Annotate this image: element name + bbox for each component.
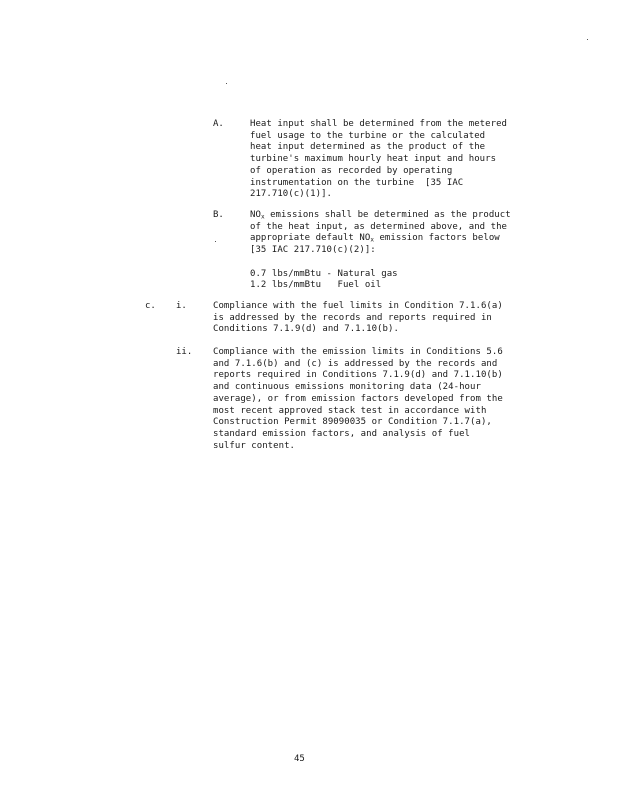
text-line: 217.710(c)(1)]. <box>250 189 333 200</box>
text-line: and 7.1.6(b) and (c) is addressed by the records and <box>213 358 498 369</box>
text-line: Compliance with the fuel limits in Condition 7.1.6(a) <box>213 301 503 311</box>
text-line: average), or from emission factors developed from the <box>213 393 503 404</box>
section-c-marker: c. <box>145 301 156 311</box>
subscript-x: x <box>260 213 265 221</box>
text-line: [35 IAC 217.710(c)(2)]: <box>250 245 376 256</box>
section-b-marker: B. <box>213 210 224 220</box>
text-line: sulfur content. <box>213 440 296 451</box>
text-fragment: appropriate default NO <box>250 233 371 244</box>
text-line: turbine's maximum hourly heat input and hours <box>250 154 497 165</box>
text-line: Construction Permit 89090035 or Condition 7.1.7(a), <box>213 417 492 428</box>
nox-label: NO <box>250 210 261 220</box>
text-line <box>250 210 511 222</box>
text-line: Conditions 7.1.9(d) and 7.1.10(b). <box>213 324 399 335</box>
text-line: of the heat input, as determined above, and the <box>250 221 508 232</box>
text-line: of operation as recorded by operating <box>250 165 453 176</box>
subscript-x: x <box>370 236 374 244</box>
emission-factor-gas: 0.7 lbs/mmBtu - Natural gas <box>250 268 398 279</box>
text-line: standard emission factors, and analysis of fuel <box>213 428 471 439</box>
text-line: reports required in Conditions 7.1.9(d) and 7.1.10(b) <box>213 370 503 381</box>
section-a-marker: A. <box>213 119 224 129</box>
text-fragment: emission factors below <box>373 233 500 244</box>
scan-speck <box>226 83 227 84</box>
text-line: instrumentation on the turbine [35 IAC <box>250 177 464 188</box>
text-fragment: emissions shall be determined as the product <box>264 210 511 220</box>
text-line <box>250 233 500 245</box>
emission-factor-oil: 1.2 lbs/mmBtu Fuel oil <box>250 280 382 291</box>
text-line: is addressed by the records and reports required in <box>213 312 492 323</box>
text-line: most recent approved stack test in accordance with <box>213 405 487 416</box>
scan-speck <box>587 39 588 40</box>
text-line: Heat input shall be determined from the metered <box>250 119 508 129</box>
text-line: Compliance with the emission limits in Conditions 5.6 <box>213 347 503 357</box>
scan-speck <box>215 241 216 242</box>
page-number: 45 <box>294 754 305 764</box>
text-line: and continuous emissions monitoring data (24-hour <box>213 382 481 393</box>
item-ii-marker: ii. <box>176 347 193 357</box>
text-line: heat input determined as the product of the <box>250 142 486 153</box>
item-i-marker: i. <box>176 301 187 311</box>
text-line: fuel usage to the turbine or the calculated <box>250 130 486 141</box>
